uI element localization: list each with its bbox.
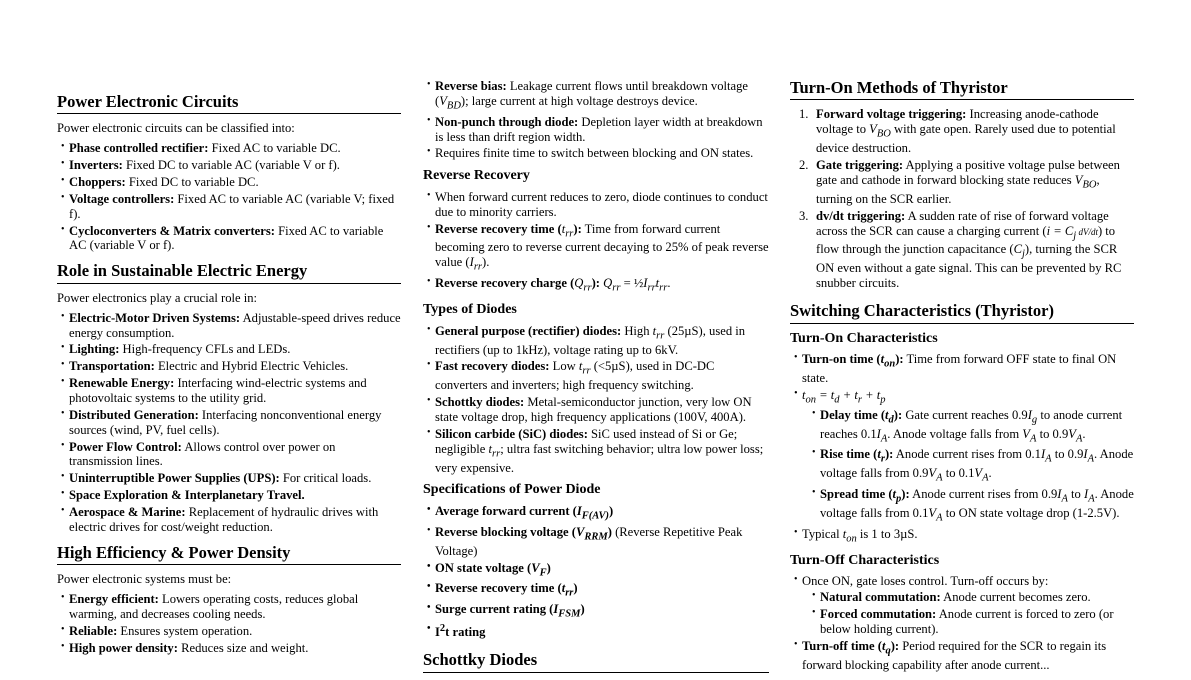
list-item: 1. Forward voltage triggering: Increasing anode-cathode voltage to $V_{BO}$ with gate open. Rarely used due to potential device destruction.	[799, 107, 1116, 156]
list-item: • Average forward current $(I_{F(AV)})$	[423, 504, 769, 523]
list-item: • Phase controlled rectifier: Fixed AC to variable DC.	[57, 141, 401, 156]
subsection-title: Types of Diodes	[423, 302, 517, 318]
list-item: • ON state voltage $(V_F)$	[423, 561, 769, 580]
list-item: • Schottky diodes: Metal-semiconductor junction, very low ON state voltage drop, high frequency applications (100V, 400A).	[423, 395, 769, 425]
list-item: 3. dv/dt triggering: A sudden rate of rise of forward voltage across the SCR can cause a charging current ($i = C_j$ dV/dt) to flow through the junction capacitance $(C_j)$, turning the SCR ON even without a gate signal. This can be prevented by RC snubber circuits.	[799, 208, 1122, 291]
section-high-efficiency	[57, 543, 401, 656]
list-item: • Energy efficient: Lowers operating costs, reduces global warming, and decreases cooling needs.	[57, 592, 401, 622]
section-intro: Power electronic systems must be:	[57, 572, 232, 587]
list-item: • Delay time $(t_d)$: Gate current reaches $0.9I_g$ to anode current reaches $0.1I_A$. Anode voltage falls from $V_A$ to $0.9V_A$.	[802, 408, 1134, 446]
list-item: • Power Flow Control: Allows control over power on transmission lines.	[57, 440, 401, 470]
list-item: • Voltage controllers: Fixed AC to variable AC (variable V; fixed f).	[57, 192, 401, 222]
list-item: • $I^2t$ rating	[423, 623, 769, 640]
list-item: • Turn-on time $(t_{on})$: Time from forward OFF state to final ON state.	[790, 352, 1134, 386]
subsection-title: Turn-On Characteristics	[790, 330, 938, 346]
classification-list	[57, 141, 401, 253]
list-item: 2. Gate triggering: Applying a positive voltage pulse between gate and cathode in forward blocking state reduces $V_{BO}$, turning on the SCR earlier.	[799, 158, 1120, 206]
list-item: • Reverse recovery charge $(Q_{rr})$: $Q_{rr}$ = $\frac{1}{2}I_{rr}t_{rr}$.	[423, 276, 769, 295]
section-title: Turn-On Methods of Thyristor	[790, 78, 1134, 100]
turn-on-characteristics-list	[790, 352, 1134, 546]
turn-on-methods-list	[790, 107, 1134, 291]
list-item: • Natural commutation: Anode current becomes zero.	[802, 590, 1134, 605]
subsection-title: Turn-Off Characteristics	[790, 552, 940, 568]
list-item: • Cycloconverters & Matrix converters: Fixed AC to variable AC (variable V or f).	[57, 224, 401, 254]
list-item: • Lighting: High-frequency CFLs and LEDs.	[57, 342, 401, 357]
list-item: • Transportation: Electric and Hybrid Electric Vehicles.	[57, 359, 401, 374]
section-power-electronic-circuits	[57, 92, 401, 253]
list-item: • Surge current rating $(I_{FSM})$	[423, 602, 769, 621]
list-item: • Requires finite time to switch between blocking and ON states.	[423, 146, 769, 161]
section-title: Power Electronic Circuits	[57, 92, 401, 114]
section-title: Role in Sustainable Electric Energy	[57, 261, 401, 283]
list-item: • When forward current reduces to zero, diode continues to conduct due to minority carriers.	[423, 190, 769, 220]
list-item: • $t_{on} = t_d + t_r + t_p$ • Delay time $(t_d)$: Gate current reaches $0.9I_g$ to anode current reaches $0.1I_A$. Anode voltage falls from $V_A$ to $0.9V_A$. • Rise time $(t_r)$: Anode current rises from $0.1I_A$ to $0.9I_A$. Anode voltage falls from $0.9V_A$ to $0.1V_A$. • Spread time $(t_p)$: Anode current rises from $0.9I_A$ to $I_A$. Anode voltage falls from $0.1V_A$ to ON state voltage drop (1-2.5V).	[790, 388, 1134, 525]
turn-off-characteristics-list	[790, 574, 1134, 672]
section-title: Schottky Diodes	[423, 650, 769, 672]
list-item: • Renewable Energy: Interfacing wind-electric systems and photovoltaic systems to the utility grid.	[57, 376, 401, 406]
subsection-title: Reverse Recovery	[423, 168, 530, 184]
list-item: • Space Exploration & Interplanetary Travel.	[57, 488, 401, 503]
list-item: • Uninterruptible Power Supplies (UPS): For critical loads.	[57, 471, 401, 486]
list-item: • Reverse recovery time $(t_{rr})$: Time from forward current becoming zero to reverse current decaying to 25% of peak reverse value $(I_{rr})$.	[423, 222, 769, 275]
section-intro: Power electronics play a crucial role in:	[57, 290, 258, 305]
sub-list	[802, 590, 1134, 637]
list-item: • Silicon carbide (SiC) diodes: SiC used instead of Si or Ge; negligible $t_{rr}$; ultra fast switching behavior; ultra low power loss; very expensive.	[423, 427, 769, 476]
list-item: • High power density: Reduces size and weight.	[57, 641, 401, 656]
list-item: • Forced commutation: Anode current is forced to zero (or below holding current).	[802, 607, 1134, 637]
diode-types-list	[423, 324, 769, 476]
list-item: • Electric-Motor Driven Systems: Adjustable-speed drives reduce energy consumption.	[57, 311, 401, 341]
list-item: • Reverse blocking voltage $(V_{RRM})$ (Reverse Repetitive Peak Voltage)	[423, 525, 769, 559]
list-item: • Spread time $(t_p)$: Anode current rises from $0.9I_A$ to $I_A$. Anode voltage falls from $0.1V_A$ to ON state voltage drop (1-2.5V).	[802, 487, 1134, 525]
list-item: • Aerospace & Marine: Replacement of hydraulic drives with electric drives for cost/weight reduction.	[57, 505, 401, 535]
diode-characteristics-list	[423, 79, 769, 161]
list-item: • Distributed Generation: Interfacing nonconventional energy sources (wind, PV, fuel cells).	[57, 408, 401, 438]
section-role-sustainable	[57, 261, 401, 534]
list-item: • Fast recovery diodes: Low $t_{rr}$ (<5µS), used in DC-DC converters and inverters; high frequency switching.	[423, 359, 769, 393]
list-item: • Typical $t_{on}$ is 1 to 3µS.	[790, 527, 1134, 546]
section-title: High Efficiency & Power Density	[57, 543, 401, 565]
reverse-recovery-list	[423, 190, 769, 295]
column-2	[423, 79, 769, 680]
list-item: • Turn-off time $(t_q)$: Period required for the SCR to regain its forward blocking capability after anode current...	[790, 639, 1134, 673]
list-item: • General purpose (rectifier) diodes: High $t_{rr}$ (25µS), used in rectifiers (up to 1kHz), voltage rating up to 6kV.	[423, 324, 769, 358]
column-3	[790, 78, 1134, 680]
section-title: Switching Characteristics (Thyristor)	[790, 301, 1134, 323]
list-item: • Inverters: Fixed DC to variable AC (variable V or f).	[57, 158, 401, 173]
list-item: • Choppers: Fixed DC to variable DC.	[57, 175, 401, 190]
subsection-title: Specifications of Power Diode	[423, 482, 601, 498]
list-item: • Rise time $(t_r)$: Anode current rises from $0.1I_A$ to $0.9I_A$. Anode voltage falls from $0.9V_A$ to $0.1V_A$.	[802, 447, 1134, 485]
list-item: • Non-punch through diode: Depletion layer width at breakdown is less than drift region width.	[423, 115, 769, 145]
requirements-list	[57, 592, 401, 655]
list-item: • Reverse bias: Leakage current flows until breakdown voltage $(V_{BD})$; large current at high voltage destroys device.	[423, 79, 769, 113]
specs-list	[423, 504, 769, 640]
sub-list	[802, 408, 1134, 525]
list-item: • Reliable: Ensures system operation.	[57, 624, 401, 639]
section-intro: Power electronic circuits can be classified into:	[57, 121, 295, 136]
column-1	[57, 92, 401, 663]
list-item: • Reverse recovery time $(t_{rr})$	[423, 581, 769, 600]
list-item: • Once ON, gate loses control. Turn-off occurs by: • Natural commutation: Anode current becomes zero. • Forced commutation: Anode current is forced to zero (or below holding current).	[790, 574, 1134, 636]
roles-list	[57, 311, 401, 535]
